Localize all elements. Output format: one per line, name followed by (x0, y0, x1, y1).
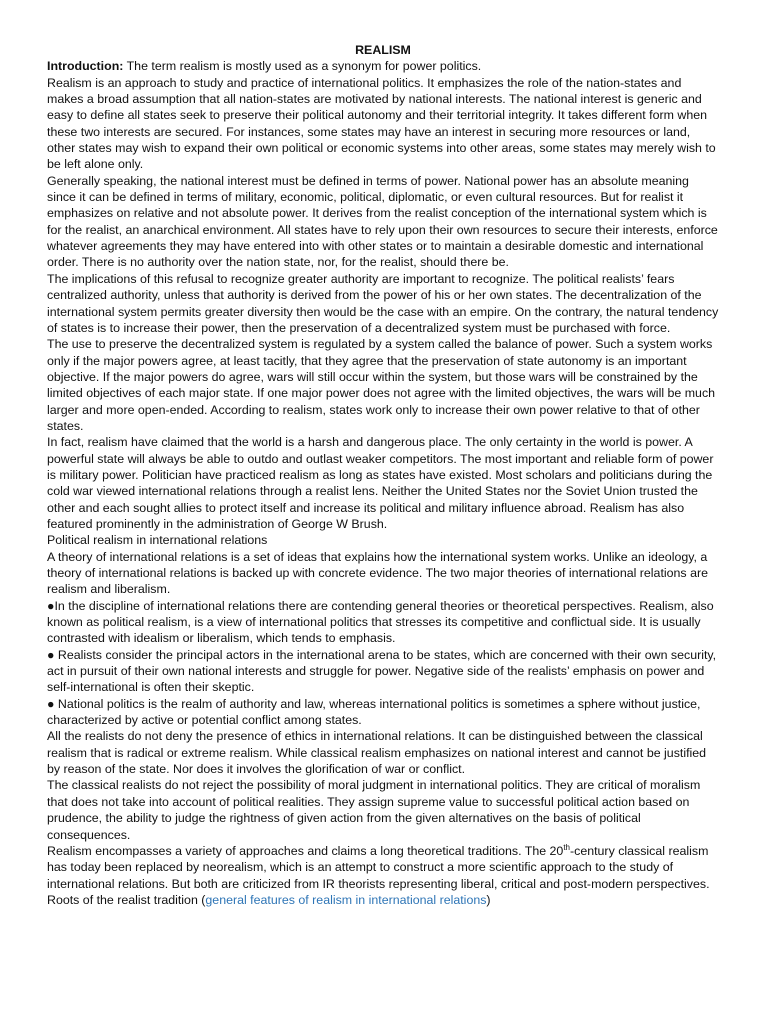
paragraph-implications: The implications of this refusal to recognize greater authority are important to recognize. The political realists’ fears centralized authority, unless that authority is derived from the power of his or her own states. The decentralization of the international system permits greater diversity then would be the case with an empire. On the contrary, the natural tendency of states is to increase their power, then the preservation of a decentralized system must be purchased with force. (47, 271, 719, 335)
general-features-link[interactable]: general features of realism in international relations (205, 892, 487, 907)
intro-paragraph (47, 58, 719, 74)
paragraph-power: Generally speaking, the national interest must be defined in terms of power. National power has an absolute meaning since it can be defined in terms of military, economic, political, diplomatic, or even cultural resources. But for realist it emphasizes on relative and not absolute power. It derives from the realist conception of the international system which is for the realist, an anarchical environment. All states have to rely upon their own resources to secure their interests, enforce whatever agreements they may have entered into with other states or to maintain a desirable domestic and international order. There is no authority over the nation state, nor, for the realist, should there be. (47, 173, 718, 270)
section-heading-political-realism: Political realism in international relations (47, 533, 268, 548)
document-title: REALISM (355, 43, 411, 57)
paragraph-balance-of-power: The use to preserve the decentralized system is regulated by a system called the balance of power. Such a system works only if the major powers agree, at least tacitly, that they agree that the preservation of state autonomy is an important objective. If the major powers do agree, wars will still occur within the system, but those wars will be constrained by the limited objectives of each major state. If one major power does not agree with the limited objectives, the wars will be much larger and more open-ended. According to realism, states work only to increase their own power relative to that of other states. (47, 337, 716, 433)
neorealism-text-start: Realism encompasses a variety of approaches and claims a long theoretical traditions. The 20 (47, 843, 564, 858)
roots-close: ) (486, 892, 491, 907)
paragraph-classical-realists: The classical realists do not reject the possibility of moral judgment in international politics. They are critical of moralism that does not take into account of political realities. They assign supreme value to successful political action based on prudence, the ability to judge the rightness of given action from the given alternatives on the basis of political consequences. (47, 778, 701, 842)
intro-label: Introduction: (47, 59, 124, 74)
paragraph-roots (47, 892, 719, 908)
bullet-principal-actors: ● Realists consider the principal actors in the international arena to be states, which are concerned with their own security, act in pursuit of their own national interests and struggle for power. Negative side of the realists’ emphasis on power and self-international is often their skeptic. (47, 647, 717, 695)
bullet-national-politics: ● National politics is the realm of authority and law, whereas international politics is sometimes a sphere without justice, characterized by active or potential conflict among states. (47, 696, 701, 728)
paragraph-ethics: All the realists do not deny the presence of ethics in international relations. It can be distinguished between the classical realism that is radical or extreme realism. While classical realism emphasizes on national interest and cannot be justified by reason of the state. Nor does it involves the glorification of war or conflict. (47, 729, 707, 777)
intro-text: The term realism is mostly used as a synonym for power politics. (123, 59, 482, 74)
bullet-contending-theories: ●In the discipline of international relations there are contending general theories or theoretical perspectives. Realism, also known as political realism, is a view of international politics that stresses its competitive and conflictual side. It is usually contrasted with idealism or liberalism, which tends to emphasis. (47, 598, 714, 646)
roots-text: Roots of the realist tradition ( (47, 892, 206, 907)
superscript-th: th (563, 842, 570, 852)
paragraph-national-interest: Realism is an approach to study and practice of international politics. It emphasizes the role of the nation-states and makes a broad assumption that all nation-states are motivated by national interests. The national interest is generic and easy to define all states seek to preserve their political autonomy and their territorial integrity. It takes different form when these two interests are secured. For instances, some states may have an interest in securing more resources or land, other states may wish to expand their own political or economic systems into other areas, some states may merely wish to be left alone only. (47, 75, 716, 172)
paragraph-harsh-world: In fact, realism have claimed that the world is a harsh and dangerous place. The only certainty in the world is power. A powerful state will always be able to outdo and outlast weaker competitors. The most important and reliable form of power is military power. Politician have practiced realism as long as states have existed. Most scholars and politicians during the cold war viewed international relations through a realist lens. Neither the United States nor the Soviet Union trusted the other and each sought allies to protect itself and increase its political and military influence abroad. Realism has also featured prominently in the administration of George W Brush. (47, 435, 714, 531)
neorealism-text-end: -century classical realism has today been replaced by neorealism, which is an attempt to construct a more scientific approach to the study of international relations. But both are criticized from IR theorists representing liberal, critical and post-modern perspectives. (47, 843, 710, 891)
paragraph-theory: A theory of international relations is a set of ideas that explains how the international system works. Unlike an ideology, a theory of international relations is backed up with concrete evidence. The two major theories of international relations are realism and liberalism. (47, 549, 708, 597)
paragraph-neorealism (47, 843, 719, 892)
